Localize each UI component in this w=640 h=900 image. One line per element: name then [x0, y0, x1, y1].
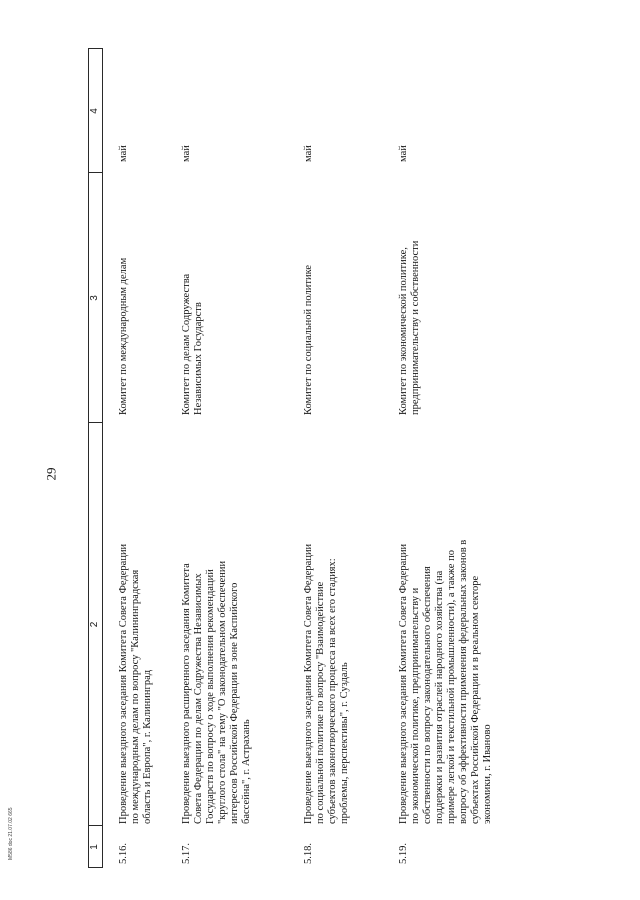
document-stamp: M586 doc 21.07.02 665: [8, 807, 14, 860]
event-description: Проведение выездного заседания Комитета Совета Федерации по экономической политике, предпринимательству и собственности по вопросу законодательного обеспечения поддержки и развития отраслей народного хозяйства (на примере легкой и текстильной промышленности), а также по вопросу об эффективности применения федеральных законов в субъектах Российской Федерации и в реальном секторе экономики, г. Иваново: [398, 539, 493, 824]
responsible-committee: Комитет по экономической политике, предпринимательству и собственности: [398, 240, 421, 415]
column-header-4: 4: [89, 108, 100, 114]
month: май: [398, 145, 409, 162]
row-number: 5.17.: [181, 843, 192, 864]
page-number: 29: [43, 467, 59, 481]
responsible-committee: Комитет по международным делам: [118, 257, 129, 415]
row-number: 5.18.: [303, 843, 314, 864]
row-number: 5.19.: [398, 843, 409, 864]
column-header-2: 2: [89, 621, 100, 628]
responsible-committee: Комитет по социальной политике: [303, 264, 314, 415]
event-description: Проведение выездного заседания Комитета Совета Федерации по международным делам по вопросу "Калининградская область и Европа", г. Калининград: [118, 543, 153, 824]
row-number: 5.16.: [118, 843, 129, 864]
column-header-1: 1: [89, 844, 100, 850]
header-bottom-border: [102, 48, 103, 868]
month: май: [181, 145, 192, 162]
table: [88, 48, 518, 868]
event-description: Проведение выездного заседания Комитета Совета Федерации по социальной политике по вопросу "Взаимодействие субъектов законотворческого процесса на всех его стадиях: проблемы, перспективы", г. Суздаль: [303, 543, 350, 824]
month: май: [303, 145, 314, 162]
event-description: Проведение выездного расширенного заседания Комитета Совета Федерации по делам Содружества Независимых Государств по вопросу о ходе выполнения рекомендаций "круглого стола" на тему "О законодательном обеспечении интересов Российской Федерации в зоне Каспийского бассейна", г. Астрахань: [181, 560, 252, 824]
responsible-committee: Комитет по делам Содружества Независимых Государств: [181, 273, 204, 415]
month: май: [118, 145, 129, 162]
column-header-3: 3: [89, 295, 100, 301]
